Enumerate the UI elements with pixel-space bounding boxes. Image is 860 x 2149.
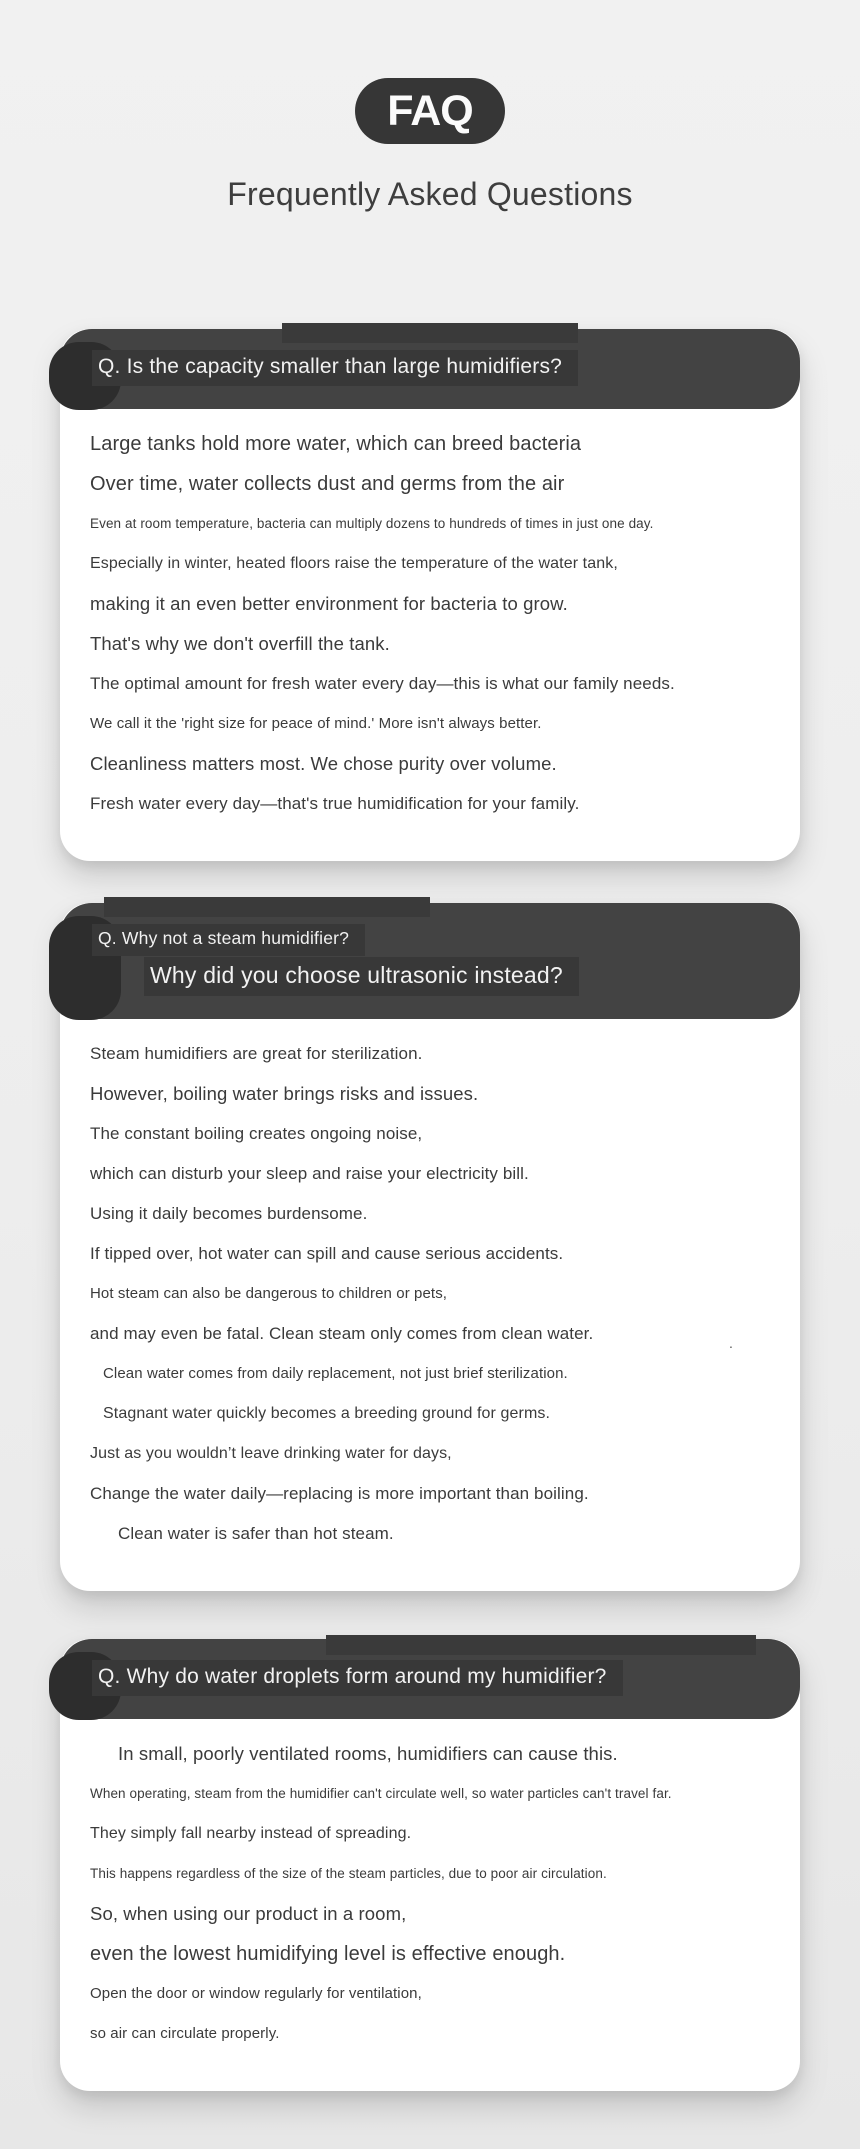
answer-line: Over time, water collects dust and germs from the air (90, 473, 565, 496)
question-line: Q. Why not a steam humidifier? (92, 924, 365, 956)
answer-line: The constant boiling creates ongoing noise, (90, 1123, 423, 1143)
answer-line: Cleanliness matters most. We chose purity over volume. (90, 753, 557, 775)
question-header (60, 329, 800, 409)
faq-card (60, 903, 800, 1591)
answer-body (60, 1019, 800, 1591)
answer-line: However, boiling water brings risks and issues. (90, 1082, 479, 1104)
answer-line: In small, poorly ventilated rooms, humidifiers can cause this. (118, 1743, 618, 1765)
answer-line: Hot steam can also be dangerous to children or pets, (90, 1284, 448, 1302)
answer-line: They simply fall nearby instead of spreading. (90, 1825, 412, 1843)
answer-body (60, 409, 800, 861)
answer-line: Especially in winter, heated floors raise the temperature of the water tank, (90, 555, 618, 573)
answer-line: Change the water daily—replacing is more important than boiling. (90, 1483, 589, 1503)
answer-line: Clean water is safer than hot steam. (118, 1523, 394, 1543)
question-line-row (92, 350, 768, 386)
answer-line: and may even be fatal. Clean steam only comes from clean water. (90, 1323, 594, 1343)
question-line-row (92, 924, 768, 956)
answer-line: The optimal amount for fresh water every day—this is what our family needs. (90, 674, 675, 694)
answer-line: Large tanks hold more water, which can breed bacteria (90, 433, 582, 456)
question-line: Q. Why do water droplets form around my humidifier? (92, 1660, 623, 1696)
answer-line: That's why we don't overfill the tank. (90, 633, 390, 655)
answer-line: If tipped over, hot water can spill and cause serious accidents. (90, 1243, 564, 1263)
answer-line: Fresh water every day—that's true humidification for your family. (90, 794, 580, 814)
answer-body (60, 1719, 800, 2091)
answer-line: which can disturb your sleep and raise your electricity bill. (90, 1163, 529, 1183)
answer-line: When operating, steam from the humidifier can't circulate well, so water particles can't travel far. (90, 1786, 672, 1802)
question-line-row (92, 1660, 768, 1696)
answer-line: making it an even better environment for bacteria to grow. (90, 593, 568, 615)
answer-line: Stagnant water quickly becomes a breeding ground for germs. (103, 1404, 551, 1422)
question-line-row (92, 957, 768, 996)
faq-list (0, 329, 860, 2091)
answer-line: even the lowest humidifying level is effective enough. (90, 1943, 566, 1966)
stray-dot: . (729, 1335, 733, 1351)
answer-line: Steam humidifiers are great for sterilization. (90, 1043, 423, 1063)
faq-card (60, 329, 800, 861)
answer-line: Open the door or window regularly for ventilation, (90, 1985, 422, 2003)
answer-line: Even at room temperature, bacteria can multiply dozens to hundreds of times in just one day. (90, 516, 654, 532)
question-header (60, 1639, 800, 1719)
answer-line: Clean water comes from daily replacement, not just brief sterilization. (103, 1364, 568, 1382)
page-title: Frequently Asked Questions (227, 176, 633, 212)
question-header (60, 903, 800, 1019)
answer-line: Using it daily becomes burdensome. (90, 1203, 368, 1223)
question-line: Q. Is the capacity smaller than large humidifiers? (92, 350, 578, 386)
answer-line: Just as you wouldn’t leave drinking water for days, (90, 1444, 452, 1462)
faq-card (60, 1639, 800, 2091)
faq-badge: FAQ (355, 78, 505, 144)
answer-line: so air can circulate properly. (90, 2025, 280, 2043)
question-line: Why did you choose ultrasonic instead? (144, 957, 579, 996)
answer-line: So, when using our product in a room, (90, 1903, 407, 1925)
answer-line: We call it the 'right size for peace of mind.' More isn't always better. (90, 715, 542, 733)
answer-line: This happens regardless of the size of the steam particles, due to poor air circulation. (90, 1866, 607, 1882)
